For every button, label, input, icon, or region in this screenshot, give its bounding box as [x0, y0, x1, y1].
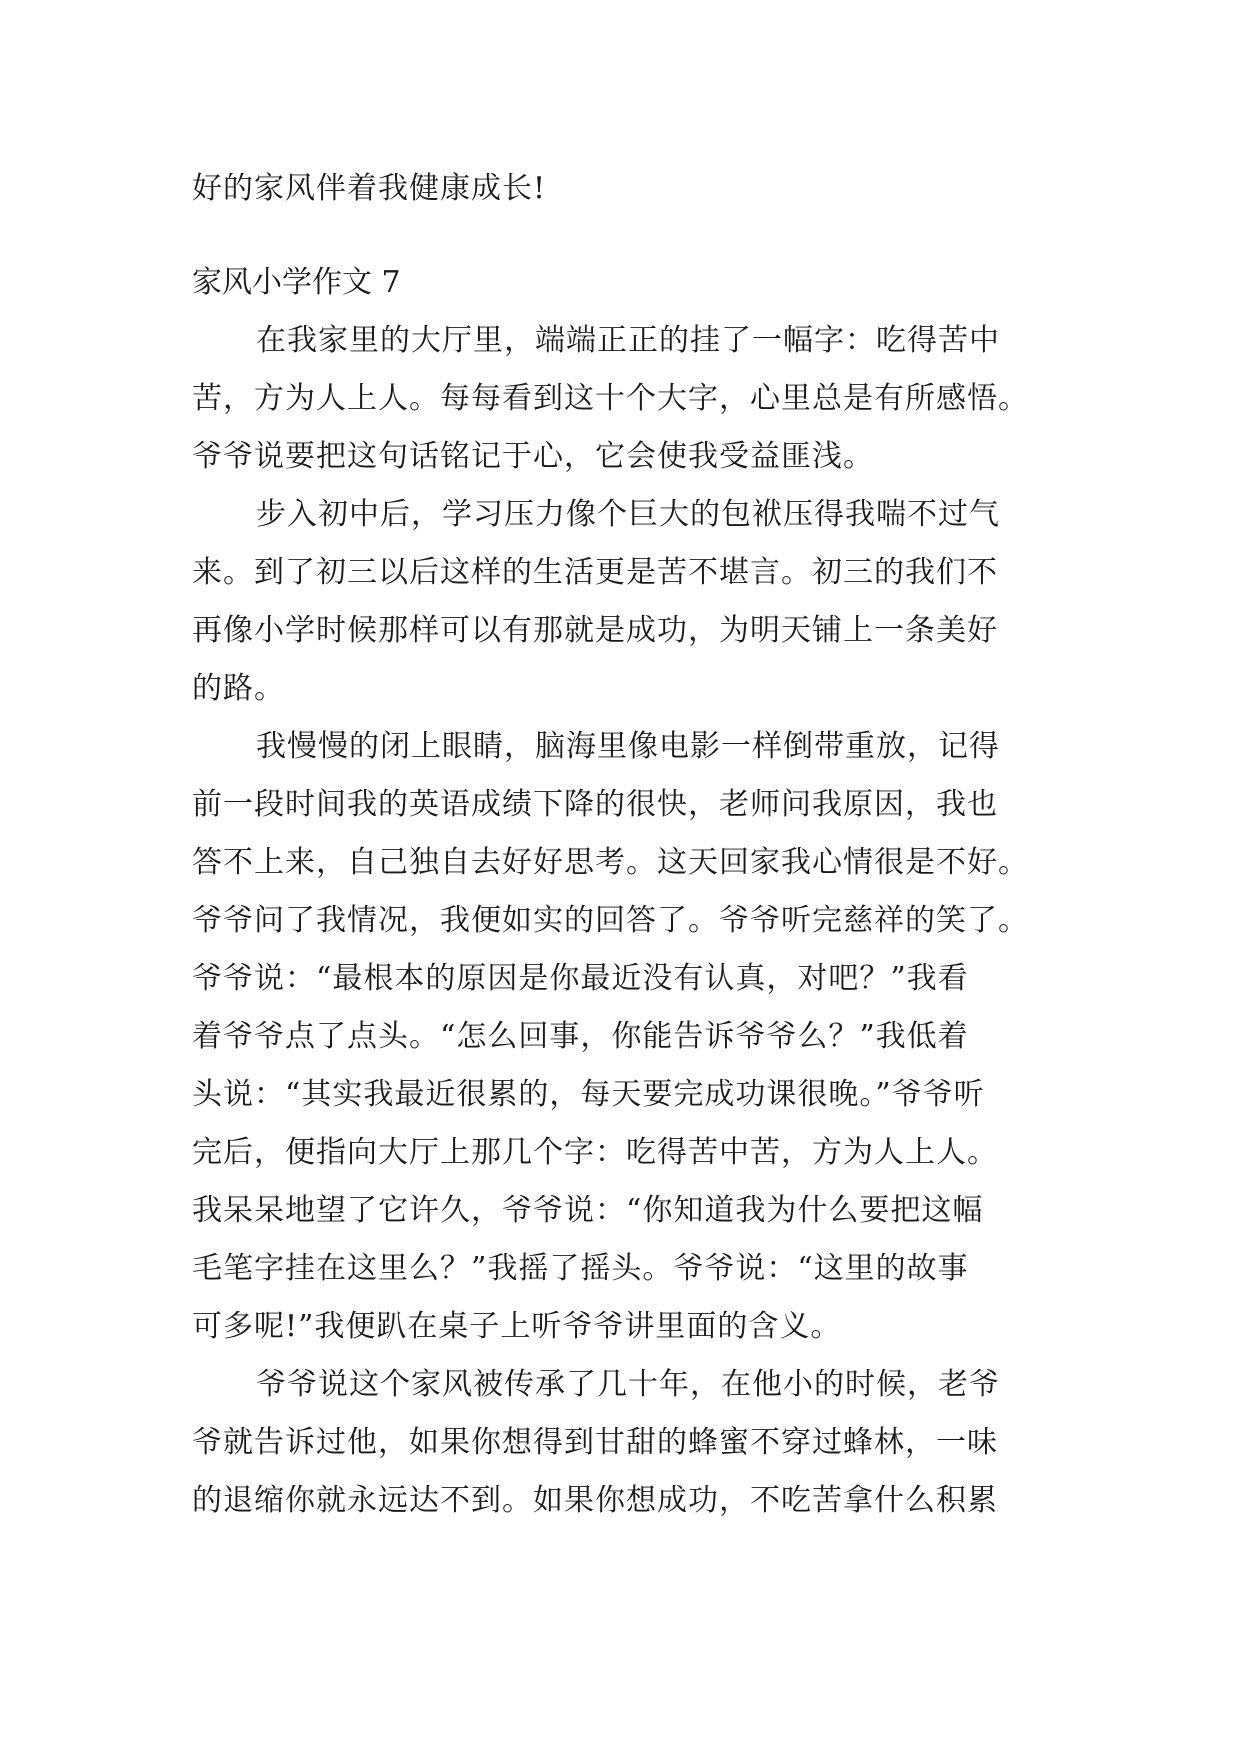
section-gap: [192, 218, 1052, 254]
paragraph: [192, 486, 1052, 718]
paragraph-line: 爷爷说这个家风被传承了几十年，在他小的时候，老爷: [256, 1367, 1000, 1402]
paragraph: [192, 718, 1052, 1356]
paragraph: [192, 1356, 1052, 1530]
paragraph-line: 头说：“其实我最近很累的，每天要完成功课很晚。”爷爷听: [192, 1077, 985, 1112]
paragraph: [192, 312, 1052, 486]
paragraph-line: 再像小学时候那样可以有那就是成功，为明天铺上一条美好: [192, 613, 998, 648]
paragraph-line: 的路。: [192, 671, 285, 706]
closing-line: 好的家风伴着我健康成长!: [192, 171, 547, 206]
paragraph-line: 的退缩你就永远达不到。如果你想成功，不吃苦拿什么积累: [192, 1483, 998, 1518]
paragraph-line: 完后，便指向大厅上那几个字：吃得苦中苦，方为人上人。: [192, 1135, 998, 1170]
document-body: [192, 160, 1052, 1530]
paragraph-line: 苦，方为人上人。每每看到这十个大字，心里总是有所感悟。: [192, 381, 1029, 416]
paragraph-line: 前一段时间我的英语成绩下降的很快，老师问我原因，我也: [192, 787, 998, 822]
paragraph-line: 爷爷说要把这句话铭记于心，它会使我受益匪浅。: [192, 439, 874, 474]
paragraph-line: 步入初中后，学习压力像个巨大的包袱压得我喘不过气: [256, 497, 1000, 532]
paragraph-line: 答不上来，自己独自去好好思考。这天回家我心情很是不好。: [192, 845, 1029, 880]
paragraph-line: 着爷爷点了点头。“怎么回事，你能告诉爷爷么？”我低着: [192, 1019, 969, 1054]
paragraph-line: 在我家里的大厅里，端端正正的挂了一幅字：吃得苦中: [256, 323, 1000, 358]
paragraph-line: 我慢慢的闭上眼睛，脑海里像电影一样倒带重放，记得: [256, 729, 1000, 764]
paragraph-line: 爷爷问了我情况，我便如实的回答了。爷爷听完慈祥的笑了。: [192, 903, 1029, 938]
paragraph-line: 来。到了初三以后这样的生活更是苦不堪言。初三的我们不: [192, 555, 998, 590]
essay-title: 家风小学作文 7: [192, 265, 401, 300]
paragraph-line: 毛笔字挂在这里么？”我摇了摇头。爷爷说：“这里的故事: [192, 1251, 969, 1286]
paragraph-line: 可多呢!”我便趴在桌子上听爷爷讲里面的含义。: [192, 1309, 842, 1344]
paragraph-line: 爷爷说：“最根本的原因是你最近没有认真，对吧？”我看: [192, 961, 969, 996]
paragraph-line: 我呆呆地望了它许久，爷爷说：“你知道我为什么要把这幅: [192, 1193, 984, 1228]
paragraph-line: 爷就告诉过他，如果你想得到甘甜的蜂蜜不穿过蜂林，一味: [192, 1425, 998, 1460]
